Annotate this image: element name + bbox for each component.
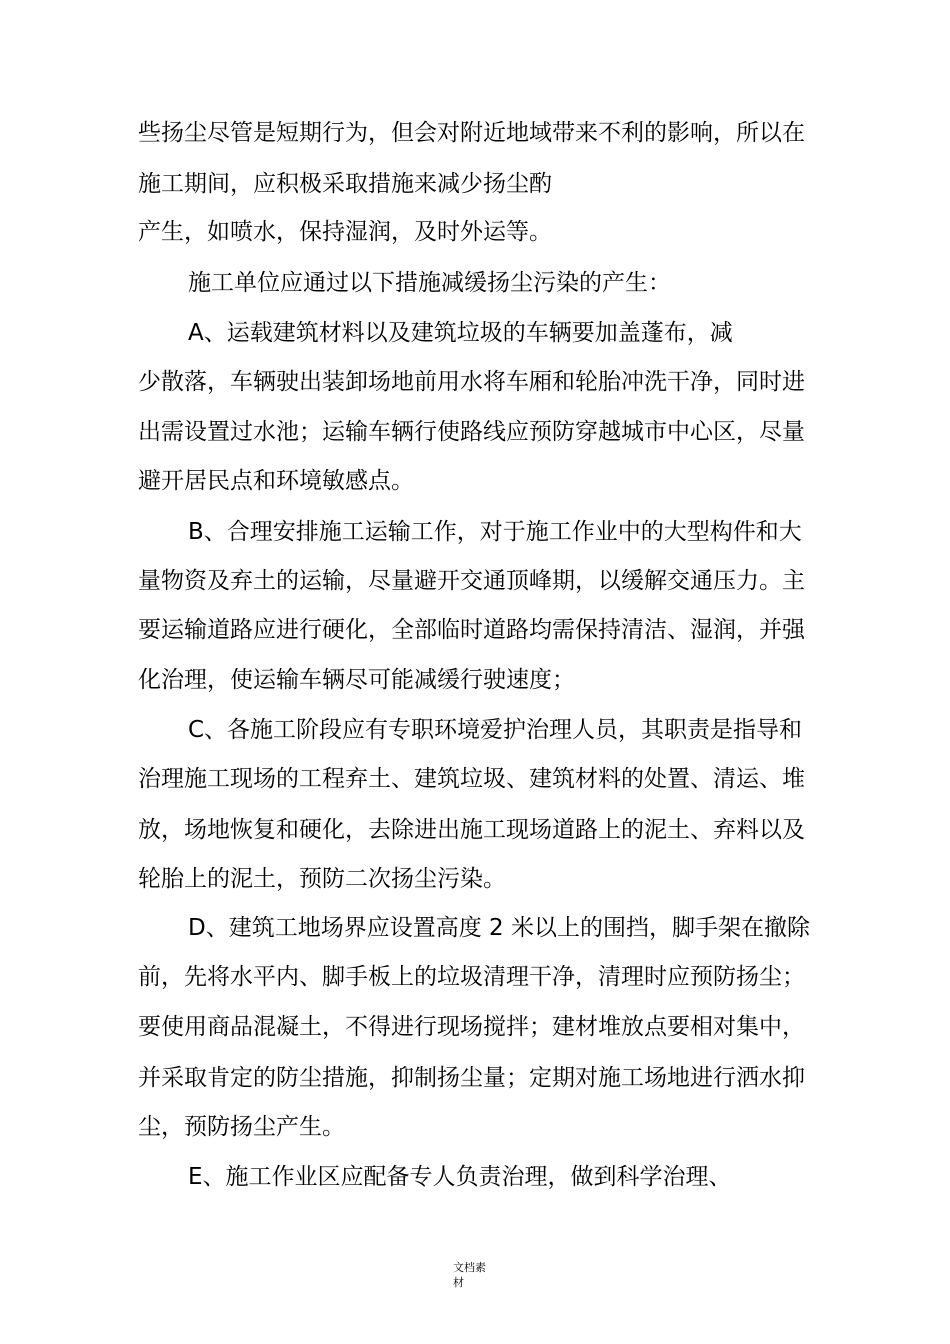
text-line: 少散落，车辆驶出装卸场地前用水将车厢和轮胎冲洗干净，同时进 (138, 369, 805, 395)
text-line: 并采取肯定的防尘措施，抑制扬尘量；定期对施工场地进行洒水抑 (138, 1065, 805, 1091)
paragraph-start-line: A、运载建筑材料以及建筑垃圾的车辆要加盖蓬布，减 (188, 320, 733, 346)
text-line: 放，场地恢复和硬化，去除进出施工现场道路上的泥土、弃料以及 (138, 817, 805, 843)
text-line: 要使用商品混凝土，不得进行现场搅拌；建材堆放点要相对集中， (138, 1014, 805, 1040)
text-line: 些扬尘尽管是短期行为，但会对附近地域带来不利的影响，所以在 (138, 120, 805, 146)
text-line: 避开居民点和环境敏感点。 (138, 468, 414, 494)
text-line: 施工期间，应积极采取措施来减少扬尘酌 (138, 171, 552, 197)
text-line: 产生，如喷水，保持湿润，及时外运等。 (138, 219, 552, 245)
text-line: 轮胎上的泥土，预防二次扬尘污染。 (138, 866, 506, 892)
paragraph-start-line: C、各施工阶段应有专职环境爱护治理人员，其职责是指导和 (188, 717, 803, 743)
text-line: 化治理，使运输车辆尽可能减缓行驶速度； (138, 667, 575, 693)
footer-label: 文档素 (453, 1261, 486, 1274)
paragraph-start-line: D、建筑工地场界应设置高度 2 米以上的围挡，脚手架在撤除 (188, 915, 810, 941)
text-line: 治理施工现场的工程弃土、建筑垃圾、建筑材料的处置、清运、堆 (138, 766, 805, 792)
paragraph-start-line: 施工单位应通过以下措施减缓扬尘污染的产生： (188, 270, 671, 296)
text-line: 出需设置过水池；运输车辆行使路线应预防穿越城市中心区，尽量 (138, 419, 805, 445)
paragraph-start-line: B、合理安排施工运输工作，对于施工作业中的大型构件和大 (188, 519, 802, 545)
footer-label: 材 (453, 1276, 464, 1289)
text-line: 前，先将水平内、脚手板上的垃圾清理干净，清理时应预防扬尘； (138, 964, 805, 990)
text-line: 量物资及弃土的运输，尽量避开交通顶峰期，以缓解交通压力。主 (138, 568, 805, 594)
text-line: 尘，预防扬尘产生。 (138, 1114, 345, 1140)
text-line: 要运输道路应进行硬化，全部临时道路均需保持清洁、湿润，并强 (138, 617, 805, 643)
paragraph-start-line: E、施工作业区应配备专人负责治理，做到科学治理、 (188, 1164, 732, 1190)
